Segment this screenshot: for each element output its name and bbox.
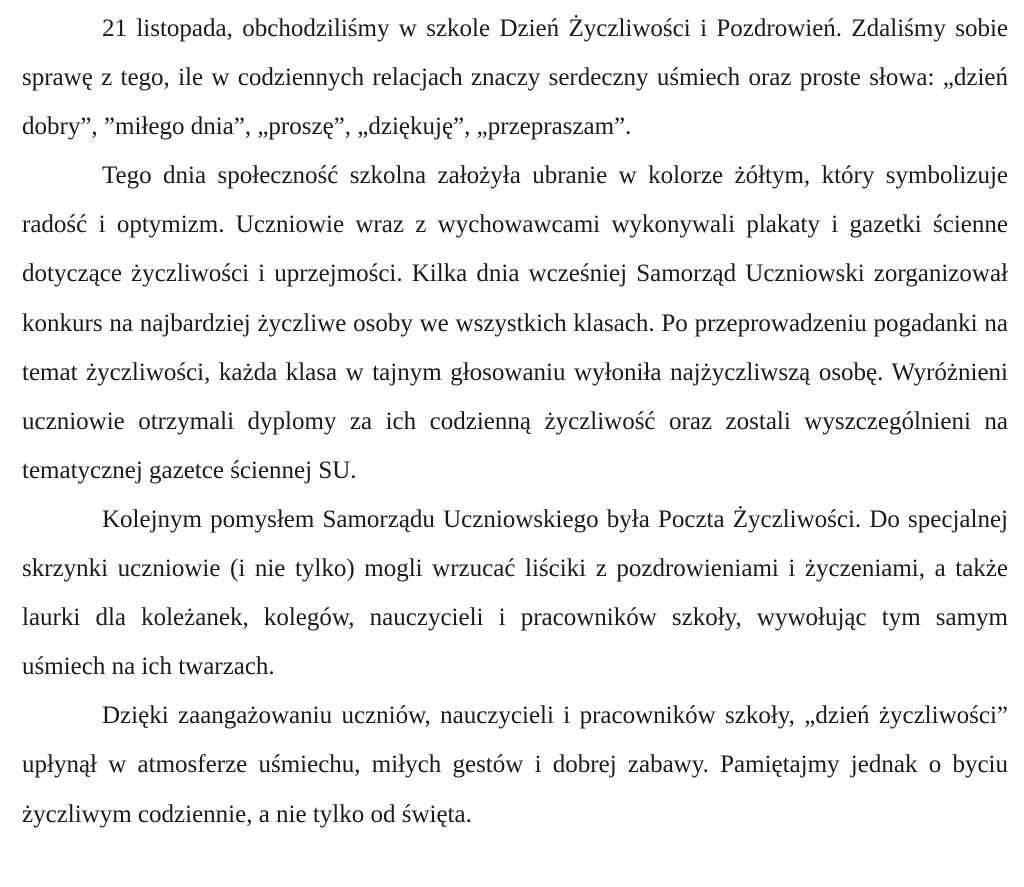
paragraph-conclusion: Dzięki zaangażowaniu uczniów, nauczycieli i pracowników szkoły, „dzień życzliwości” upłynął w atmosferze uśmiechu, miłych gestów i dobrej zabawy. Pamiętajmy jednak o byciu życzliwym codziennie, a nie tylko od święta. bbox=[22, 702, 1008, 828]
paragraph-yellow-day: Tego dnia społeczność szkolna założyła ubranie w kolorze żółtym, który symbolizuje radość i optymizm. Uczniowie wraz z wychowawcami wykonywali plakaty i gazetki ścienne dotyczące życzliwości i uprzejmości. Kilka dnia wcześniej Samorząd Uczniowski zorganizował konkurs na najbardziej życzliwe osoby we wszystkich klasach. Po przeprowadzeniu pogadanki na temat życzliwości, każda klasa w tajnym głosowaniu wyłoniła najżyczliwszą osobę. Wyróżnieni uczniowie otrzymali dyplomy za ich codzienną życzliwość oraz zostali wyszczególnieni na tematycznej gazetce ściennej SU. bbox=[22, 162, 1008, 484]
paragraph-kindness-post: Kolejnym pomysłem Samorządu Uczniowskiego była Poczta Życzliwości. Do specjalnej skrzynki uczniowie (i nie tylko) mogli wrzucać liściki z pozdrowieniami i życzeniami, a także laurki dla koleżanek, kolegów, nauczycieli i pracowników szkoły, wywołując tym samym uśmiech na ich twarzach. bbox=[22, 505, 1008, 681]
document-body bbox=[22, 4, 1008, 839]
paragraph-intro: 21 listopada, obchodziliśmy w szkole Dzień Życzliwości i Pozdrowień. Zdaliśmy sobie sprawę z tego, ile w codziennych relacjach znaczy serdeczny uśmiech oraz proste słowa: „dzień dobry”, ”miłego dnia”, „proszę”, „dziękuję”, „przepraszam”. bbox=[22, 15, 1008, 141]
